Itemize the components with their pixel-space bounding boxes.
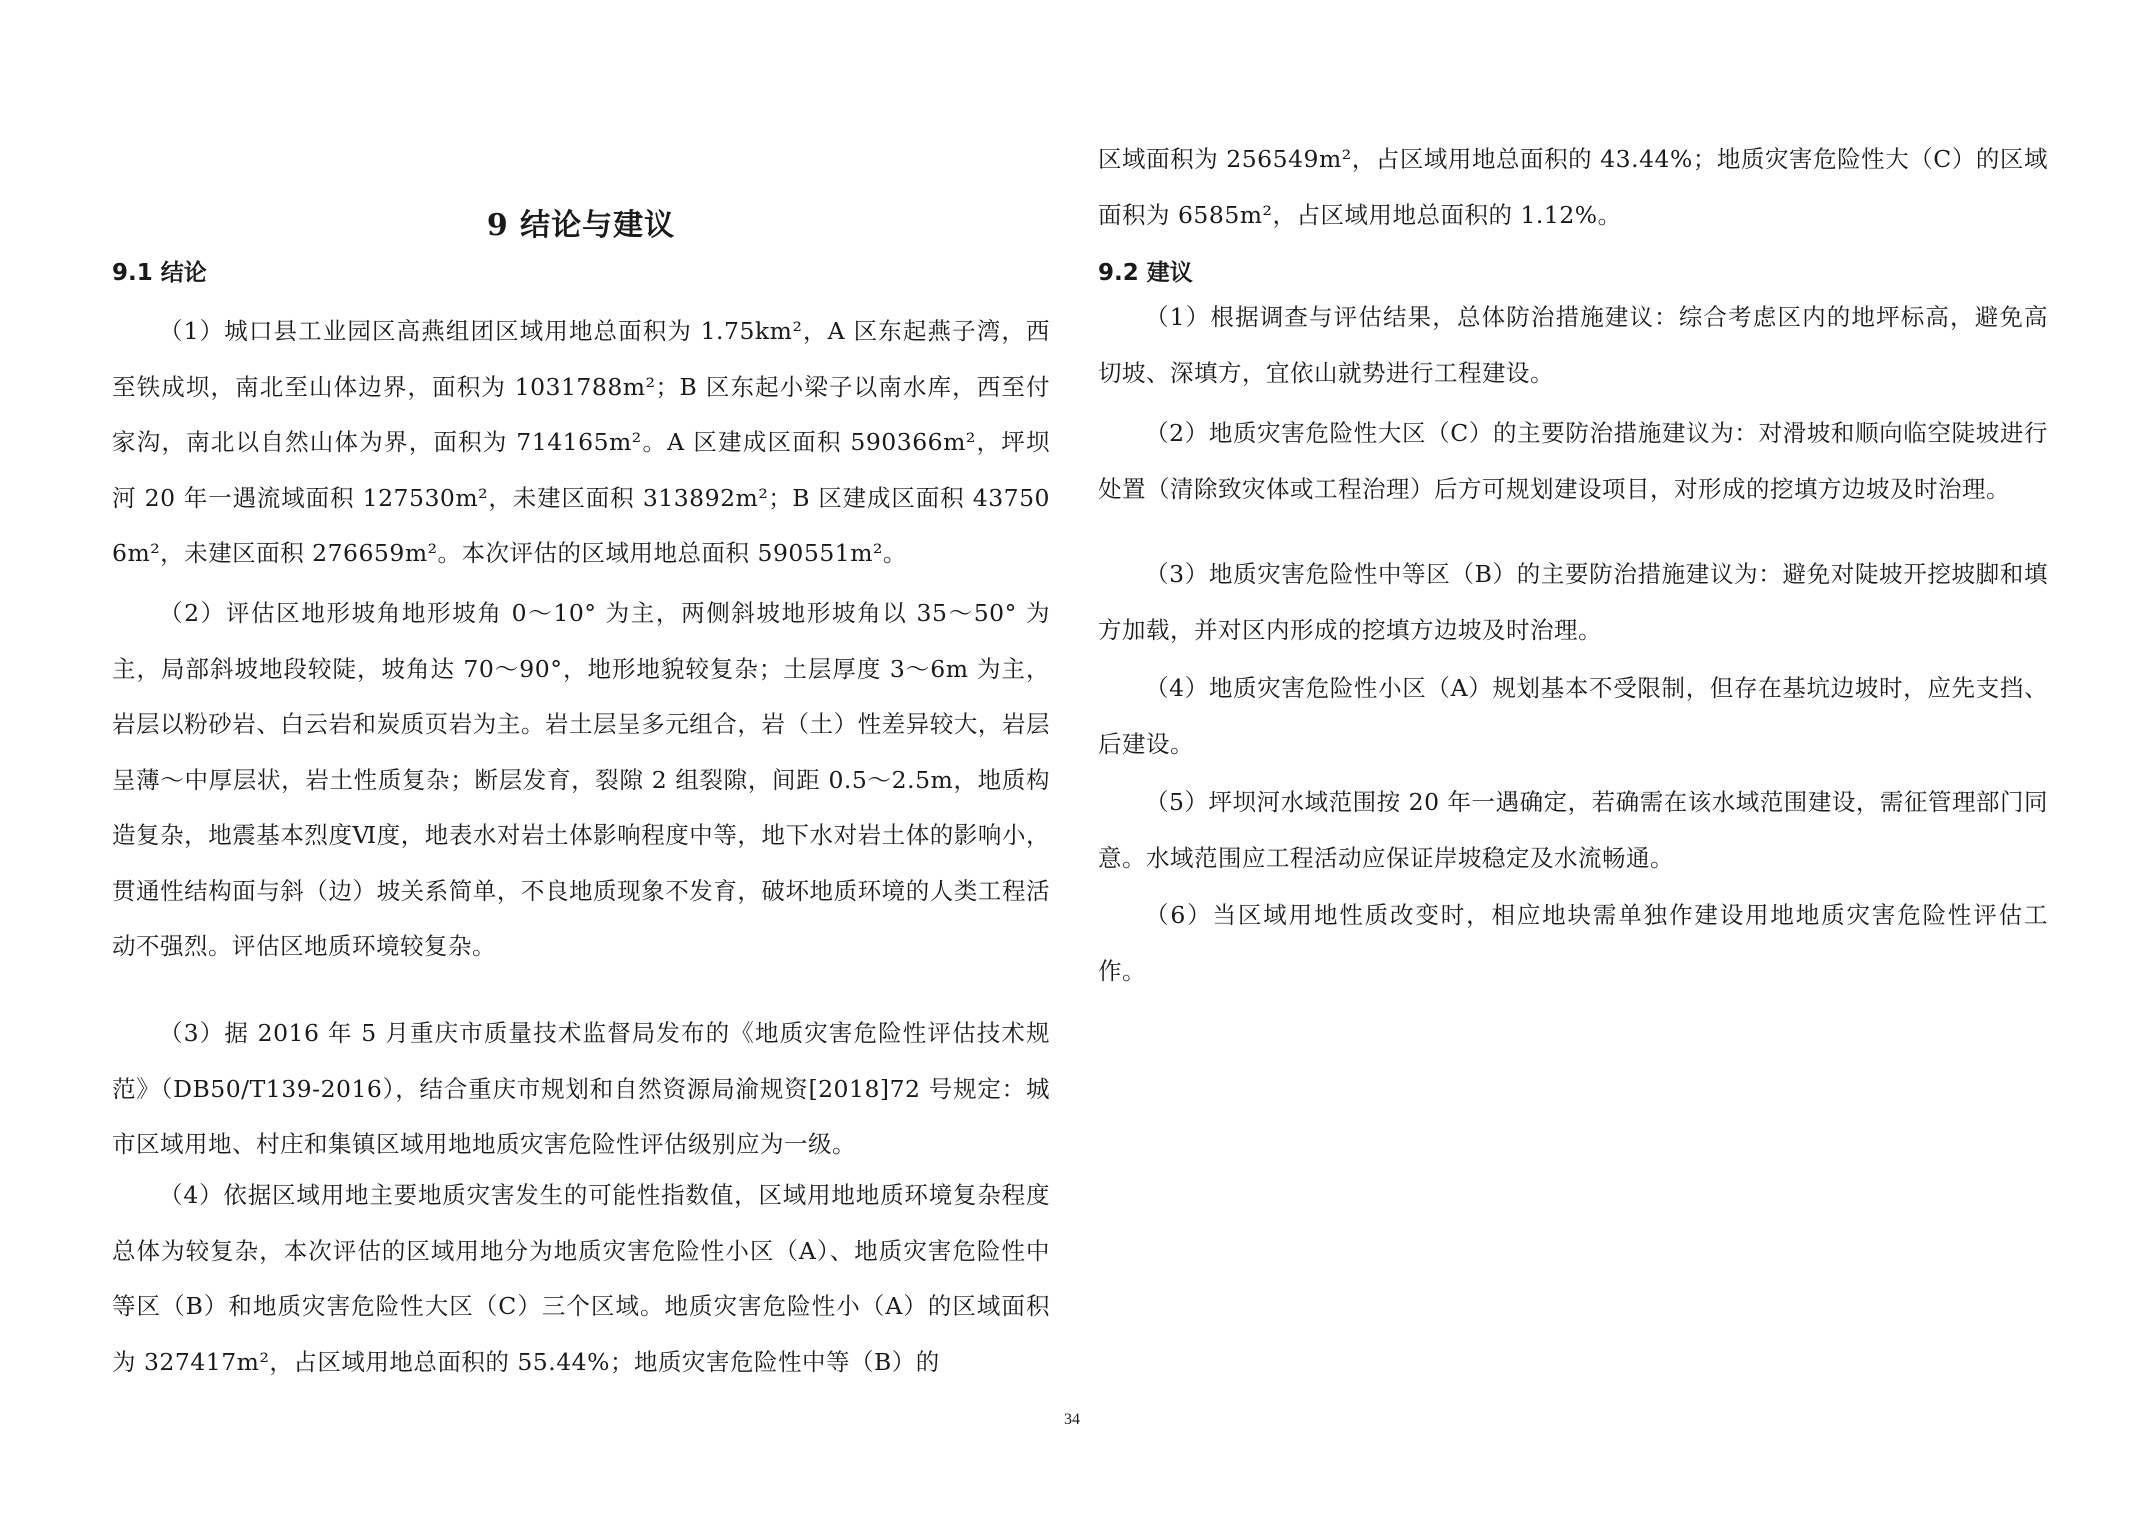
chapter-title: 9 结论与建议 (486, 208, 676, 243)
suggestion-paragraph-3: （3）地质灾害危险性中等区（B）的主要防治措施建议为：避免对陡坡开挖坡脚和填方加载，并对区内形成的挖填方边坡及时治理。 (1098, 560, 2048, 644)
conclusion-paragraph-2: （2）评估区地形坡角地形坡角 0～10° 为主，两侧斜坡地形坡角以 35～50° 为主，局部斜坡地段较陡，坡角达 70～90°，地形地貌较复杂；土层厚度 3～6m 为主，岩层以粉砂岩、白云岩和炭质页岩为主。岩土层呈多元组合，岩（土）性差异较大，岩层呈薄～中厚层状，岩土性质复杂；断层发育，裂隙 2 组裂隙，间距 0.5～2.5m，地质构造复杂，地震基本烈度Ⅵ度，地表水对岩土体影响程度中等，地下水对岩土体的影响小，贯通性结构面与斜（边）坡关系简单，不良地质现象不发育，破坏地质环境的人类工程活动不强烈。评估区地质环境较复杂。 (112, 599, 1050, 960)
suggestion-paragraph-4: （4）地质灾害危险性小区（A）规划基本不受限制，但存在基坑边坡时，应先支挡、后建设。 (1098, 674, 2048, 758)
page-number: 34 (1064, 1411, 1080, 1428)
suggestion-paragraph-2: （2）地质灾害危险性大区（C）的主要防治措施建议为：对滑坡和顺向临空陡坡进行处置（清除致灾体或工程治理）后方可规划建设项目，对形成的挖填方边坡及时治理。 (1098, 419, 2048, 503)
conclusion-paragraph-4: （4）依据区域用地主要地质灾害发生的可能性指数值，区域用地地质环境复杂程度总体为较复杂，本次评估的区域用地分为地质灾害危险性小区（A）、地质灾害危险性中等区（B）和地质灾害危险性大区（C）三个区域。地质灾害危险性小（A）的区域面积为 327417m²，占区域用地总面积的 55.44%；地质灾害危险性中等（B）的 (112, 1181, 1050, 1376)
suggestion-paragraph-6: （6）当区域用地性质改变时，相应地块需单独作建设用地地质灾害危险性评估工作。 (1098, 901, 2048, 985)
section-heading-suggestions: 9.2 建议 (1098, 260, 1193, 286)
suggestion-paragraph-1: （1）根据调查与评估结果，总体防治措施建议：综合考虑区内的地坪标高，避免高切坡、深填方，宜依山就势进行工程建设。 (1098, 303, 2048, 387)
conclusion-paragraph-3: （3）据 2016 年 5 月重庆市质量技术监督局发布的《地质灾害危险性评估技术规范》（DB50/T139-2016），结合重庆市规划和自然资源局渝规资[2018]72 号规定：城市区域用地、村庄和集镇区域用地地质灾害危险性评估级别应为一级。 (112, 1019, 1050, 1158)
conclusion-paragraph-4-continued: 区域面积为 256549m²，占区域用地总面积的 43.44%；地质灾害危险性大（C）的区域面积为 6585m²，占区域用地总面积的 1.12%。 (1098, 145, 2048, 229)
section-heading-conclusions: 9.1 结论 (112, 260, 207, 286)
suggestion-paragraph-5: （5）坪坝河水域范围按 20 年一遇确定，若确需在该水域范围建设，需征管理部门同意。水域范围应工程活动应保证岸坡稳定及水流畅通。 (1098, 788, 2048, 872)
conclusion-paragraph-1: （1）城口县工业园区高燕组团区域用地总面积为 1.75km²，A 区东起燕子湾，西至铁成坝，南北至山体边界，面积为 1031788m²；B 区东起小梁子以南水库，西至付家沟，南北以自然山体为界，面积为 714165m²。A 区建成区面积 590366m²，坪坝河 20 年一遇流域面积 127530m²，未建区面积 313892m²；B 区建成区面积 437506m²，未建区面积 276659m²。本次评估的区域用地总面积 590551m²。 (112, 317, 1050, 567)
